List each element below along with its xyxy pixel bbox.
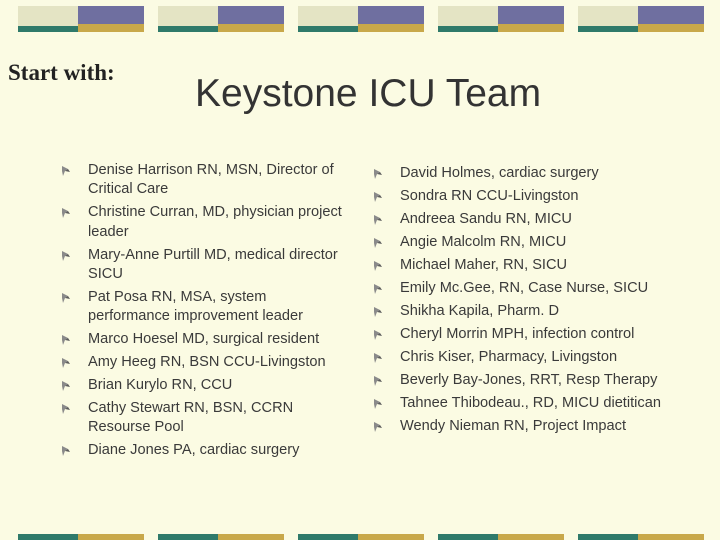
list-item-text: Amy Heeg RN, BSN CCU-Livingston xyxy=(88,354,326,371)
list-item-text: Tahnee Thibodeau., RD, MICU dietitican xyxy=(400,394,661,411)
pin-bullet-icon xyxy=(372,328,384,340)
list-item xyxy=(60,161,350,200)
list-item-text: Marco Hoesel MD, surgical resident xyxy=(88,331,320,348)
pin-bullet-icon xyxy=(372,374,384,386)
list-item xyxy=(372,256,672,275)
pin-bullet-icon xyxy=(372,167,384,179)
list-item-text: Denise Harrison RN, MSN, Director of Critical Care xyxy=(88,162,334,198)
deco-block xyxy=(298,6,424,34)
pin-bullet-icon xyxy=(60,249,72,261)
deco-block xyxy=(158,6,284,34)
list-item xyxy=(60,330,350,349)
list-item-text: Pat Posa RN, MSA, system performance improvement leader xyxy=(88,288,303,325)
list-item-text: Cathy Stewart RN, BSN, CCRN Resourse Pool xyxy=(88,400,294,436)
bottom-decoration-bar xyxy=(18,534,704,540)
list-item xyxy=(372,302,672,321)
list-item xyxy=(372,348,672,367)
list-item xyxy=(372,394,672,413)
start-with-label: Start with: xyxy=(8,60,115,85)
list-item xyxy=(372,279,672,298)
deco-block xyxy=(438,6,564,34)
list-item-text: Cheryl Morrin MPH, infection control xyxy=(400,325,635,342)
list-item xyxy=(60,376,350,395)
deco-block xyxy=(578,6,704,34)
list-item-text: Sondra RN CCU-Livingston xyxy=(400,187,579,204)
pin-bullet-icon xyxy=(60,356,72,368)
top-decoration-bar xyxy=(18,6,704,34)
pin-bullet-icon xyxy=(372,190,384,202)
list-item-text: Chris Kiser, Pharmacy, Livingston xyxy=(400,348,618,365)
page-title: Keystone ICU Team xyxy=(195,72,542,115)
list-item-text: David Holmes, cardiac surgery xyxy=(400,165,599,181)
list-item xyxy=(372,187,672,206)
list-item xyxy=(372,210,672,229)
list-item-text: Angie Malcolm RN, MICU xyxy=(400,233,567,250)
list-item xyxy=(372,325,672,344)
list-item xyxy=(372,371,672,390)
list-item-text: Michael Maher, RN, SICU xyxy=(400,256,568,273)
pin-bullet-icon xyxy=(60,402,72,414)
list-item-text: Emily Mc.Gee, RN, Case Nurse, SICU xyxy=(400,279,649,296)
list-item-text: Brian Kurylo RN, CCU xyxy=(88,377,233,394)
list-item-text: Wendy Nieman RN, Project Impact xyxy=(400,417,627,434)
deco-block xyxy=(18,6,144,34)
pin-bullet-icon xyxy=(372,420,384,432)
pin-bullet-icon xyxy=(372,259,384,271)
pin-bullet-icon xyxy=(60,206,72,218)
pin-bullet-icon xyxy=(372,282,384,294)
pin-bullet-icon xyxy=(372,351,384,363)
team-list-left xyxy=(60,161,350,464)
pin-bullet-icon xyxy=(60,291,72,303)
pin-bullet-icon xyxy=(372,213,384,225)
list-item xyxy=(372,417,672,436)
list-item-text: Andreea Sandu RN, MICU xyxy=(400,210,572,227)
list-item xyxy=(60,203,350,242)
team-list-right xyxy=(372,164,672,440)
list-item xyxy=(372,164,672,183)
list-item-text: Diane Jones PA, cardiac surgery xyxy=(88,442,300,459)
list-item xyxy=(60,441,350,460)
list-item-text: Mary-Anne Purtill MD, medical director SICU xyxy=(88,246,338,282)
list-item xyxy=(60,399,350,438)
pin-bullet-icon xyxy=(372,305,384,317)
pin-bullet-icon xyxy=(372,397,384,409)
list-item xyxy=(372,233,672,252)
list-item-text: Beverly Bay-Jones, RRT, Resp Therapy xyxy=(400,371,658,388)
list-item xyxy=(60,353,350,372)
pin-bullet-icon xyxy=(372,236,384,248)
pin-bullet-icon xyxy=(60,164,72,176)
list-item-text: Shikha Kapila, Pharm. D xyxy=(400,302,559,319)
list-item-text: Christine Curran, MD, physician project leader xyxy=(88,204,342,240)
pin-bullet-icon xyxy=(60,379,72,391)
list-item xyxy=(60,246,350,285)
pin-bullet-icon xyxy=(60,333,72,345)
pin-bullet-icon xyxy=(60,444,72,456)
list-item xyxy=(60,288,350,327)
